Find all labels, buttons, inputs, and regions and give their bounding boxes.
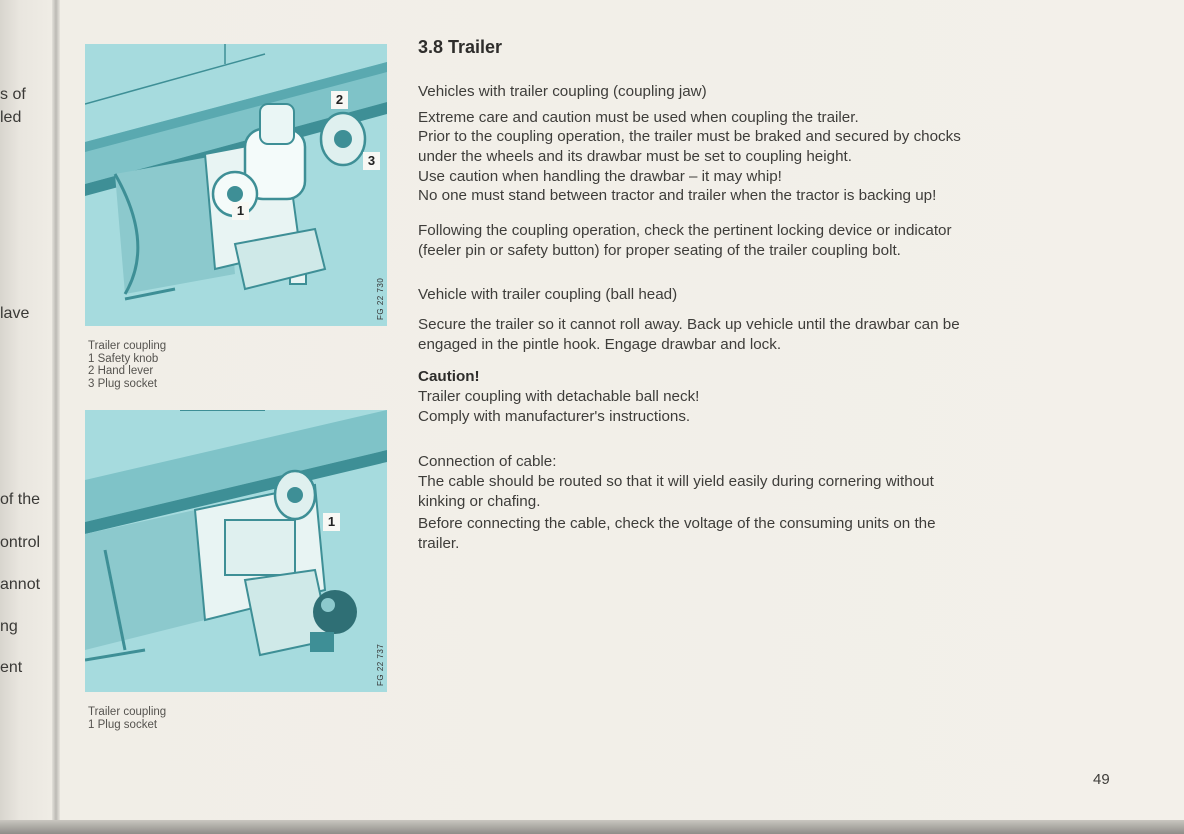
callout-1: 1	[232, 202, 249, 220]
body-line: engaged in the pintle hook. Engage drawbar and lock.	[418, 336, 782, 353]
body-line: Comply with manufacturer's instructions.	[418, 408, 691, 425]
body-line: Before connecting the cable, check the voltage of the consuming units on the	[418, 515, 936, 532]
subheading-coupling-jaw: Vehicles with trailer coupling (coupling jaw)	[418, 83, 707, 100]
left-margin-fragment: ent	[0, 659, 23, 676]
caption-line: Trailer coupling	[88, 706, 167, 718]
page-number: 49	[1093, 771, 1110, 788]
left-margin-fragment: ontrol	[0, 534, 41, 551]
left-margin-fragment: of the	[0, 491, 41, 508]
callout-1: 1	[323, 513, 340, 531]
figure2-caption	[88, 706, 166, 731]
body-line: Secure the trailer so it cannot roll away. Back up vehicle until the drawbar can be	[418, 316, 960, 333]
callout-2: 2	[331, 91, 348, 109]
caption-line: Trailer coupling	[88, 340, 167, 352]
page-bottom-edge	[0, 820, 1184, 834]
body-line: No one must stand between tractor and trailer when the tractor is backing up!	[418, 187, 937, 204]
caption-line: 2 Hand lever	[88, 365, 154, 377]
body-line: under the wheels and its drawbar must be set to coupling height.	[418, 148, 852, 165]
body-line: trailer.	[418, 535, 460, 552]
body-line: Prior to the coupling operation, the trailer must be braked and secured by chocks	[418, 128, 961, 145]
subheading-ball-head: Vehicle with trailer coupling (ball head)	[418, 286, 678, 303]
body-line: The cable should be routed so that it will yield easily during cornering without	[418, 473, 934, 490]
body-line: kinking or chafing.	[418, 493, 541, 510]
body-line: Following the coupling operation, check the pertinent locking device or indicator	[418, 222, 952, 239]
body-line: Trailer coupling with detachable ball neck!	[418, 388, 700, 405]
caption-line: 1 Plug socket	[88, 718, 158, 731]
figure-code: FG 22 737	[376, 643, 385, 686]
left-margin-fragment: lave	[0, 305, 30, 322]
callout-3: 3	[363, 152, 380, 170]
left-margin-fragment: s of	[0, 86, 26, 103]
body-line: (feeler pin or safety button) for proper seating of the trailer coupling bolt.	[418, 242, 901, 259]
ball-head-illustration	[85, 410, 387, 692]
coupling-jaw-illustration	[85, 44, 387, 326]
section-title: 3.8 Trailer	[418, 37, 503, 57]
figure1-caption	[88, 340, 166, 390]
caption-line: 1 Safety knob	[88, 352, 159, 365]
left-margin-fragment: led	[0, 109, 22, 126]
left-margin-fragment: ng	[0, 618, 18, 635]
body-line: Extreme care and caution must be used when coupling the trailer.	[418, 109, 859, 126]
caution-heading: Caution!	[418, 368, 480, 385]
subheading-cable: Connection of cable:	[418, 453, 557, 470]
left-margin-fragment: annot	[0, 576, 41, 593]
caption-line: 3 Plug socket	[88, 377, 158, 390]
figure-code: FG 22 730	[376, 277, 385, 320]
book-gutter	[52, 0, 60, 834]
body-line: Use caution when handling the drawbar – it may whip!	[418, 168, 782, 185]
